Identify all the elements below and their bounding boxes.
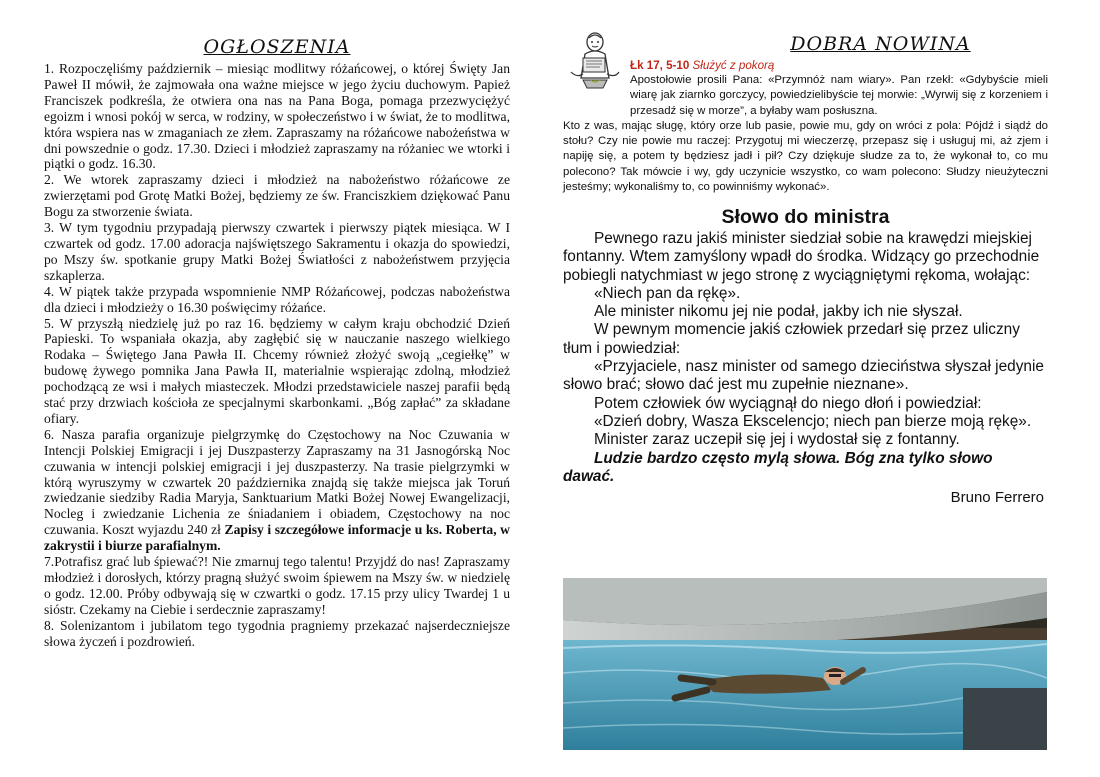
- announcement-item-6-bold: Zapisy i szczegółowe informacje u ks. Roberta, w zakrystii i biurze parafialnym.: [44, 522, 511, 554]
- story-paragraph-6: Potem człowiek ów wyciągnął do niego dłoń i powiedział:: [594, 394, 982, 412]
- announcement-item-4: 4. W piątek także przypada wspomnienie NMP Różańcowej, podczas nabożeństwa dla dzieci i młodzieży o 16.30 poświęcimy różańce.: [44, 283, 510, 315]
- announcement-item-6: [44, 427, 510, 554]
- gospel-reference: [630, 59, 774, 72]
- gospel-header: [563, 28, 1048, 203]
- announcement-item-6-text: 6. Nasza parafia organizuje pielgrzymkę do Częstochowy na Noc Czuwania w Intencji Polskiej Emigracji i jej Duszpasterzy Zapraszamy na 31 Jasnogórską Noc czuwania w intencji polskiej emigracji i jej duszpasterzy. Na trasie pielgrzymki w którą wyruszymy w czwartek 20 października znajdą się także miejsca jak Toruń zwiedzanie siedziby Radia Maryja, Sanktuarium Matki Bożej Nowej Ewangelizacji, Nocleg i zwiedzanie Lichenia ze śniadaniem i obiadem, Częstochowy na noc czuwania. Koszt wyjazdu 240 zł: [44, 426, 510, 538]
- story-paragraph-8: Minister zaraz uczepił się jej i wydostał się z fontanny.: [594, 431, 960, 449]
- gospel-reference-book: Łk 17, 5-10: [630, 59, 690, 72]
- gospel-text: [563, 73, 1048, 195]
- announcement-item-1: 1. Rozpoczęliśmy październik – miesiąc modlitwy różańcowej, o której Święty Jan Paweł II mówił, że zajmowała ona ważne miejsce w jego życiu duchowym. Papież Franciszek podkreśla, że otwiera ona nas na Pana Boga, pomaga przezwyciężyć egoizm i wnosi pokój w serca, w rodziny, w społeczeństwo i w świat, że to modlitwa, która wspiera nas w zmaganiach ze złem. Zapraszamy na różańcowe nabożeństwa w dni powszednie o godz. 17.30. Dzieci i młodzież zapraszamy na różaniec we wtorki i piątki o godz. 16.30.: [44, 61, 510, 172]
- story-paragraph-1: Pewnego razu jakiś minister siedział sobie na krawędzi miejskiej fontanny. Wtem zamyślony wpadł do środka. Widzący go przechodnie pobiegli natychmiast w jego stronę z wyciągniętymi rękoma, wołając:: [563, 230, 1040, 284]
- announcement-item-5: 5. W przyszłą niedzielę już po raz 16. będziemy w całym kraju obchodzić Dzień Papieski. To wspaniała okazja, aby zagłębić się w nauczanie naszego wielkiego Rodaka – Świętego Jana Pawła II. Chcemy również złożyć swoją „cegiełkę” w budowę żywego pomnika Jana Pawła II, materialnie wspierając zdolną, młodzież pochodzącą ze wsi i małych miasteczek. Młodzi przedstawiciele naszej parafii będą stać przy drzwiach kościoła ze specjalnymi skarbonkami. „Bóg zapłać” za składane ofiary.: [44, 315, 510, 426]
- announcements-column: [44, 36, 510, 650]
- story-paragraph-7: «Dzień dobry, Wasza Ekscelencjo; niech pan bierze moją rękę».: [594, 412, 1032, 430]
- story-author: Bruno Ferrero: [950, 489, 1044, 507]
- story-moral: Ludzie bardzo często mylą słowa. Bóg zna tylko słowo dawać.: [563, 449, 993, 485]
- story-paragraph-5: «Przyjaciele, nasz minister od samego dzieciństwa słyszał jedynie słowo brać; słowo dać jest mu zupełnie nieznane».: [563, 358, 1044, 394]
- fountain-photo: [563, 578, 1047, 750]
- gospel-column: [563, 28, 1048, 508]
- story-paragraph-4: W pewnym momencie jakiś człowiek przedarł się przez uliczny tłum i powiedział:: [563, 321, 1020, 357]
- announcements-title: OGŁOSZENIA: [203, 36, 351, 58]
- gospel-text-indented: Apostołowie prosili Pana: «Przymnóż nam wiary». Pan rzekł: «Gdybyście mieli wiarę jak ziarnko gorczycy, powiedzielibyście tej morwie: „Wyrwij się z korzeniem i przesadź się w morze”, a byłaby wam posłuszna.: [630, 74, 1048, 117]
- announcement-item-7: 7.Potrafisz grać lub śpiewać?! Nie zmarnuj tego talentu! Przyjdź do nas! Zapraszamy młodzież i dorosłych, którzy pragną służyć swoim śpiewem na Mszy św. w niedzielę o godz. 12.00. Próby odbywają się w czwartki o godz. 17.15 przy ulicy Twardej 1 u sióstr. Czekamy na Ciebie i serdecznie zapraszamy!: [44, 554, 510, 617]
- story-text: [563, 230, 1048, 486]
- gospel-text-rest: Kto z was, mając sługę, który orze lub pasie, powie mu, gdy on wróci z pola: Pójdź i siądź do stołu? Czy nie powie mu raczej: Przygotuj mi wieczerzę, przepasz się i usługuj mi, aż zjem i napiję się, a potem ty będziesz jadł i pił? Czy dziękuje słudze za to, że wykonał to, co mu polecono? Tak mówcie i wy, gdy uczynicie wszystko, co wam polecono: Słudzy nieużyteczni jesteśmy; wykonaliśmy to, co powinniśmy wykonać».: [563, 119, 1048, 194]
- announcement-item-8: 8. Solenizantom i jubilatom tego tygodnia pragniemy przekazać najserdeczniejsze słowa życzeń i pozdrowień.: [44, 617, 510, 649]
- announcement-item-2: 2. We wtorek zapraszamy dzieci i młodzież na nabożeństwo różańcowe ze zwierzętami pod Grotę Matki Bożej, będziemy ze św. Franciszkiem dziękować Panu Bogu za stworzenie świata.: [44, 172, 510, 220]
- story-paragraph-2: «Niech pan da rękę».: [594, 284, 741, 302]
- gospel-title: DOBRA NOWINA: [790, 33, 971, 55]
- story-title: Słowo do ministra: [721, 206, 890, 228]
- story-paragraph-3: Ale minister nikomu jej nie podał, jakby ich nie słyszał.: [594, 303, 963, 321]
- gospel-reference-subtitle: Służyć z pokorą: [689, 59, 775, 72]
- fountain-photo-image: [563, 578, 1047, 750]
- announcement-item-3: 3. W tym tygodniu przypadają pierwszy czwartek i pierwszy piątek miesiąca. W I czwartek od godz. 17.00 adoracja najświętszego Sakramentu i okazja do spowiedzi, po Mszy św. spotkanie grupy Matki Bożej Światłości z nabożeństwem przyjęcia szkaplerza.: [44, 220, 510, 283]
